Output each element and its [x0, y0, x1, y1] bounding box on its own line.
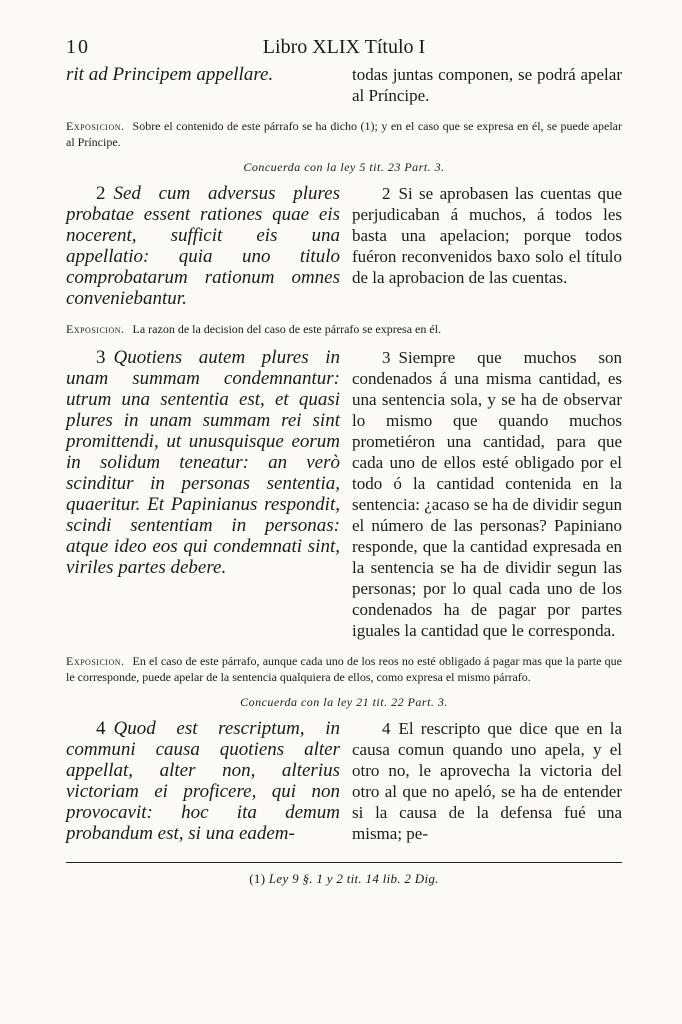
exposition-label: Exposicion. [66, 654, 125, 668]
page-number: 10 [66, 36, 90, 58]
paragraph-number: 3 [382, 348, 391, 367]
spanish-text: todas juntas componen, se podrá apelar al Príncipe. [352, 65, 622, 105]
spanish-text [352, 718, 622, 844]
exposition-2 [66, 321, 622, 337]
exposition-text: Sobre el contenido de este párrafo se ha dicho (1); y en el caso que se expresa en él, se puede apelar al Príncipe. [66, 119, 622, 149]
footnote-text: Ley 9 §. 1 y 2 tit. 14 lib. 2 Dig. [268, 871, 439, 886]
paragraph-number: 2 [382, 184, 391, 203]
spanish-body: Si se aprobasen las cuentas que perjudicaban á muchos, á todos les basta una apelacion; porque todos fuéron reconvenidos baxo solo el título de la aprobacion de las cuentas. [352, 184, 622, 287]
running-title: Libro XLIX Título I [262, 36, 426, 58]
latin-text [66, 183, 340, 309]
spanish-text [352, 347, 622, 641]
exposition-1 [66, 118, 622, 150]
paragraph-4 [66, 718, 622, 844]
page-header [66, 30, 622, 64]
spanish-body: El rescripto que dice que en la causa comun quando uno apela, y el otro no, le aprovecha la victoria del otro al que no apeló, se ha de entender si la causa de la defensa fué una misma; pe- [352, 719, 622, 843]
spanish-body: Siempre que muchos son condenados á una misma cantidad, es una sentencia sola, y se ha de observar lo mismo que quando muchos prometiéron una cantidad, para que cada uno de ellos esté obligado por el todo ó la cantidad contenida en la sentencia: ¿acaso se ha de dividir segun el número de las personas? Papiniano responde, que la cantidad expresada en la sentencia se ha de dividir segun las personas; por lo qual cada uno de los condenados ha de pagar por partes iguales la cantidad que le corresponda. [352, 348, 623, 640]
latin-body: Quotiens autem plures in unam summam condemnantur: utrum una sententia est, et quasi plures in unam summam rei sint promittendi, ut unusquisque eorum in solidum teneatur: an verò scinditur in personas sententia, quaeritur. Et Papinianus respondit, scindi sententiam in personas: atque ideo eos qui condemnati sint, viriles partes debere. [66, 347, 340, 578]
exposition-text: En el caso de este párrafo, aunque cada uno de los reos no esté obligado á pagar mas que la parte que le corresponde, puede apelar de la sentencia qualquiera de ellos, como expresa el mismo párrafo. [66, 654, 622, 684]
paragraph-number: 4 [382, 719, 391, 738]
footnote [66, 871, 622, 887]
latin-body: Sed cum adversus plures probatae essent rationes quae eis nocerent, sufficit eis una appellatio: quia uno titulo comprobatarum rationum omnes conveniebantur. [66, 183, 340, 309]
footnote-mark: (1) [249, 871, 266, 886]
paragraph-1-continuation [66, 64, 622, 106]
latin-text: rit ad Principem appellare. [66, 64, 274, 85]
concordance-1: Concuerda con la ley 5 tit. 23 Part. 3. [243, 160, 445, 174]
paragraph-number: 3 [96, 347, 106, 368]
exposition-3 [66, 653, 622, 685]
latin-text [66, 347, 340, 641]
paragraph-number: 4 [96, 718, 106, 739]
paragraph-2 [66, 183, 622, 309]
paragraph-number: 2 [96, 183, 106, 204]
spanish-text [352, 183, 622, 309]
latin-body: Quod est rescriptum, in communi causa quotiens alter appellat, alter non, alterius victoriam ei proficere, qui non provocavit: hoc ita demum probandum est, si una eadem- [66, 718, 340, 844]
latin-text [66, 718, 340, 844]
exposition-label: Exposicion. [66, 322, 125, 336]
exposition-label: Exposicion. [66, 119, 125, 133]
book-page [66, 30, 622, 887]
footnote-divider [66, 862, 622, 863]
paragraph-3 [66, 347, 622, 641]
exposition-text: La razon de la decision del caso de este párrafo se expresa en él. [132, 322, 442, 336]
concordance-2: Concuerda con la ley 21 tit. 22 Part. 3. [240, 695, 448, 709]
